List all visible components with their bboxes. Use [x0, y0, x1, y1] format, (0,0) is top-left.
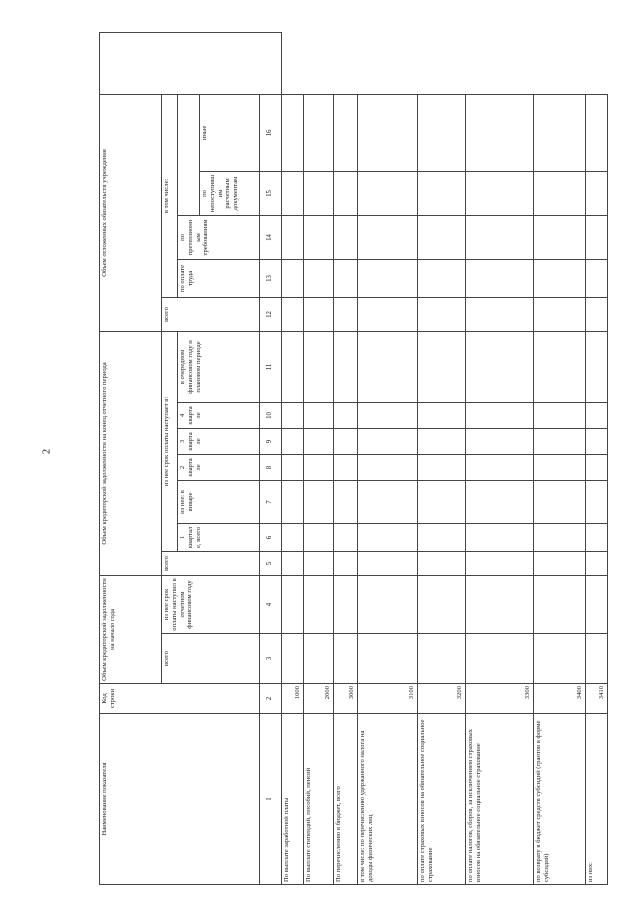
value-cell: [358, 297, 418, 331]
col-num: 7: [260, 480, 282, 523]
col-num: 5: [260, 551, 282, 575]
header-claims: по претензионным требованиям: [178, 215, 260, 259]
table-row: [466, 32, 534, 884]
value-cell: [282, 551, 304, 575]
value-cell: [534, 480, 586, 523]
value-cell: [534, 331, 586, 402]
col-num: 2: [260, 684, 282, 714]
value-cell: [586, 171, 608, 215]
value-cell: [466, 523, 534, 551]
header-start-total: всего: [162, 634, 260, 684]
row-code: 3200: [418, 684, 466, 714]
value-cell: [358, 634, 418, 684]
value-cell: [334, 215, 358, 259]
value-cell: [358, 94, 418, 171]
col-num: 16: [260, 94, 282, 171]
value-cell: [334, 171, 358, 215]
header-q1-total: 1 квартале, всего: [178, 523, 260, 551]
value-cell: [418, 428, 466, 454]
table-row: [418, 32, 466, 884]
value-cell: [358, 575, 418, 633]
row-code: 3100: [358, 684, 418, 714]
header-unreceived-docs: по непоступившим расчетным документам: [200, 171, 260, 215]
value-cell: [334, 402, 358, 428]
value-cell: [304, 94, 334, 171]
value-cell: [534, 171, 586, 215]
value-cell: [534, 259, 586, 297]
value-cell: [534, 297, 586, 331]
value-cell: [466, 259, 534, 297]
value-cell: [586, 215, 608, 259]
value-cell: [586, 575, 608, 633]
value-cell: [466, 575, 534, 633]
row-name: По перечислению в бюджет, всего: [334, 714, 358, 885]
value-cell: [358, 428, 418, 454]
value-cell: [304, 454, 334, 480]
value-cell: [534, 402, 586, 428]
value-cell: [534, 634, 586, 684]
value-cell: [418, 454, 466, 480]
value-cell: [586, 428, 608, 454]
value-cell: [586, 331, 608, 402]
value-cell: [418, 259, 466, 297]
value-cell: [466, 297, 534, 331]
value-cell: [304, 297, 334, 331]
header-start-due-reporting: из нее срок оплаты наступил в отчетном финансовом году: [162, 575, 260, 633]
value-cell: [334, 331, 358, 402]
row-name: по оплате страховых взносов на обязательное социальное страхование: [418, 714, 466, 885]
value-cell: [282, 297, 304, 331]
value-cell: [466, 171, 534, 215]
col-num: 15: [260, 171, 282, 215]
value-cell: [334, 259, 358, 297]
table-row: [282, 32, 304, 884]
header-deferred-group: Объем отложенных обязательств учреждения: [100, 94, 162, 331]
value-cell: [586, 402, 608, 428]
row-name: из них:: [586, 714, 608, 885]
value-cell: [282, 454, 304, 480]
value-cell: [282, 634, 304, 684]
data-rows: [282, 32, 608, 884]
report-sheet: [99, 33, 604, 885]
value-cell: [334, 94, 358, 171]
value-cell: [418, 94, 466, 171]
value-cell: [418, 551, 466, 575]
value-cell: [586, 259, 608, 297]
row-name: По выплате заработной платы: [282, 714, 304, 885]
value-cell: [358, 215, 418, 259]
value-cell: [418, 480, 466, 523]
row-code: 2000: [304, 684, 334, 714]
header-deferred-total: всего: [162, 297, 260, 331]
col-num: 1: [260, 714, 282, 885]
value-cell: [282, 215, 304, 259]
header-q4: 4 квартале: [178, 402, 260, 428]
table-row: [304, 32, 334, 884]
header-q2: 2 квартале: [178, 454, 260, 480]
value-cell: [282, 428, 304, 454]
value-cell: [418, 523, 466, 551]
value-cell: [466, 428, 534, 454]
value-cell: [466, 634, 534, 684]
col-num: 12: [260, 297, 282, 331]
header-january: из нее: в январе: [178, 480, 260, 523]
value-cell: [466, 454, 534, 480]
value-cell: [334, 551, 358, 575]
value-cell: [334, 480, 358, 523]
header-code: Код строки: [100, 684, 260, 714]
row-name: по оплате налогов, сборов, за исключением страховых взносов на обязательное социальное страхование: [466, 714, 534, 885]
value-cell: [586, 634, 608, 684]
header-start-group: Объем кредиторской задолженности на начало года: [100, 575, 162, 683]
col-num: 3: [260, 634, 282, 684]
value-cell: [282, 94, 304, 171]
header-name: Наименование показателя: [100, 714, 260, 885]
value-cell: [304, 259, 334, 297]
value-cell: [334, 454, 358, 480]
value-cell: [282, 523, 304, 551]
value-cell: [358, 454, 418, 480]
value-cell: [282, 480, 304, 523]
value-cell: [304, 215, 334, 259]
value-cell: [418, 171, 466, 215]
value-cell: [534, 575, 586, 633]
col-num: 14: [260, 215, 282, 259]
value-cell: [418, 331, 466, 402]
value-cell: [304, 551, 334, 575]
row-code: 1000: [282, 684, 304, 714]
value-cell: [334, 575, 358, 633]
header-including: в том числе:: [162, 94, 178, 297]
col-num: 13: [260, 259, 282, 297]
value-cell: [586, 551, 608, 575]
value-cell: [304, 523, 334, 551]
row-code: 3300: [466, 684, 534, 714]
value-cell: [304, 171, 334, 215]
value-cell: [466, 215, 534, 259]
value-cell: [358, 551, 418, 575]
table-row: [586, 32, 608, 884]
row-name: по возврату в бюджет средств субсидий (грантов в форме субсидий): [534, 714, 586, 885]
value-cell: [282, 575, 304, 633]
col-num: 9: [260, 428, 282, 454]
row-name: По выплате стипендий, пособий, пенсий: [304, 714, 334, 885]
value-cell: [418, 215, 466, 259]
value-cell: [418, 402, 466, 428]
value-cell: [534, 428, 586, 454]
header-q3: 3 квартале: [178, 428, 260, 454]
extra-column: [100, 32, 282, 94]
value-cell: [534, 523, 586, 551]
value-cell: [334, 523, 358, 551]
col-num: 8: [260, 454, 282, 480]
value-cell: [304, 331, 334, 402]
header-next-years: в очередном финансовом году и плановом периоде: [178, 331, 260, 402]
value-cell: [534, 454, 586, 480]
header-other: иные: [200, 94, 260, 171]
value-cell: [466, 480, 534, 523]
value-cell: [586, 297, 608, 331]
col-num: 4: [260, 575, 282, 633]
row-code: 3410: [586, 684, 608, 714]
value-cell: [534, 94, 586, 171]
row-code: 3000: [334, 684, 358, 714]
value-cell: [282, 402, 304, 428]
header-end-group: Объем кредиторской задолженности на конец отчетного периода: [100, 331, 162, 575]
table-row: [358, 32, 418, 884]
accounts-payable-table: [99, 32, 608, 885]
header-row-1: [100, 32, 162, 884]
value-cell: [534, 551, 586, 575]
col-num: 6: [260, 523, 282, 551]
value-cell: [282, 259, 304, 297]
header-labor: по оплате труда: [178, 259, 260, 297]
value-cell: [358, 259, 418, 297]
col-num: 11: [260, 331, 282, 402]
value-cell: [466, 331, 534, 402]
value-cell: [334, 428, 358, 454]
header-unreceived-docs-group: [178, 94, 200, 215]
row-code: 3400: [534, 684, 586, 714]
header-due-dates: из нее срок оплаты наступает в:: [162, 331, 178, 551]
value-cell: [358, 480, 418, 523]
table-row: [534, 32, 586, 884]
value-cell: [304, 480, 334, 523]
page-number: 2: [41, 449, 53, 454]
value-cell: [282, 171, 304, 215]
value-cell: [418, 634, 466, 684]
value-cell: [334, 634, 358, 684]
value-cell: [282, 331, 304, 402]
value-cell: [586, 94, 608, 171]
col-num: 10: [260, 402, 282, 428]
value-cell: [466, 402, 534, 428]
rotated-table-wrapper: [99, 33, 604, 885]
table-row: [334, 32, 358, 884]
value-cell: [304, 575, 334, 633]
value-cell: [534, 215, 586, 259]
value-cell: [334, 297, 358, 331]
value-cell: [586, 454, 608, 480]
value-cell: [358, 171, 418, 215]
row-name: в том числе: по перечислению удержанного налога на доходы физических лиц: [358, 714, 418, 885]
header-end-total: всего: [162, 551, 260, 575]
value-cell: [358, 402, 418, 428]
value-cell: [466, 94, 534, 171]
value-cell: [304, 428, 334, 454]
value-cell: [586, 523, 608, 551]
column-number-row: [260, 32, 282, 884]
value-cell: [358, 331, 418, 402]
value-cell: [304, 402, 334, 428]
value-cell: [586, 480, 608, 523]
value-cell: [466, 551, 534, 575]
value-cell: [358, 523, 418, 551]
value-cell: [304, 634, 334, 684]
value-cell: [418, 297, 466, 331]
value-cell: [418, 575, 466, 633]
